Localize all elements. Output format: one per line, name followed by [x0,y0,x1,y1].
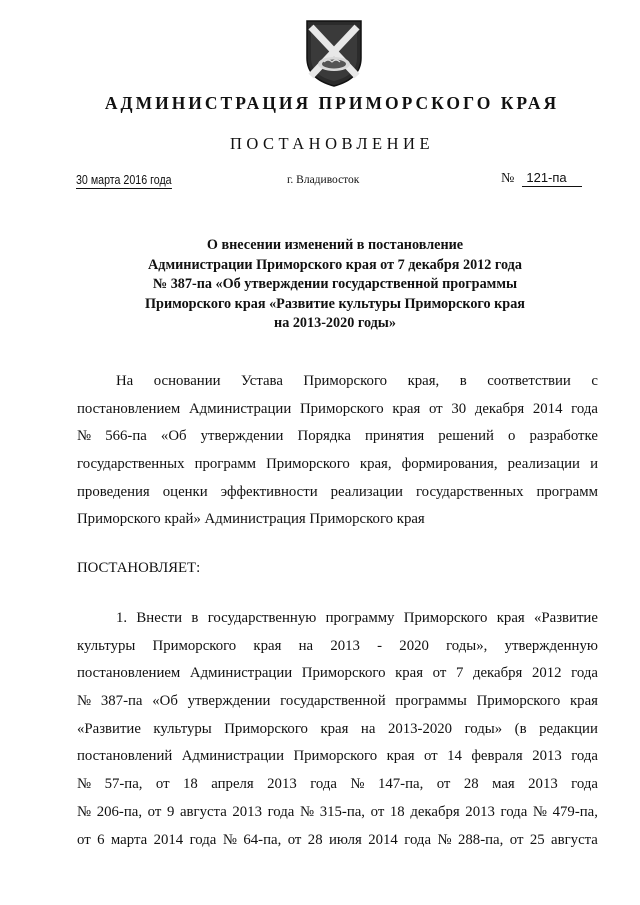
word: 18 [183,776,198,793]
word: программы [395,693,467,710]
word: края [392,400,421,417]
word: края, [407,373,440,389]
word: Порядка [297,428,351,445]
word: 2013 [267,776,297,793]
word: 2013-2020 [387,720,453,737]
word: годы» [464,720,503,737]
word: и [590,456,598,473]
word: оценки [162,483,208,500]
word: утверждении [200,428,284,445]
word: года [500,803,528,820]
word: 2020 [399,637,429,654]
word: 2013 [532,748,562,765]
word: государственных [77,456,185,473]
document-city: г. Владивосток [287,174,360,186]
subject-line: Администрации Приморского края от 7 декабря 2012 года [148,256,522,273]
word: от [436,776,451,793]
word: Приморского [303,373,388,389]
word: № [532,803,548,820]
word: редакции [539,720,598,737]
word: декабря [474,400,525,417]
subject-line: № 387-па «Об утверждении государственной программы [152,276,518,292]
word: в [459,373,467,389]
word: реализации [330,483,403,500]
word: от [147,803,162,820]
paragraph-line [77,605,598,633]
word: Внести [136,610,183,626]
word: Приморского [299,400,384,417]
word: «Об [160,428,187,445]
word: 206-па, [96,803,143,820]
word: марта [110,831,148,848]
paragraph-line [77,479,598,507]
word: года [404,831,432,848]
word: августа [551,831,598,848]
word: «Развитие [77,720,141,737]
word: соответствии [487,373,571,389]
word: Приморского [266,456,350,473]
word: края, [359,456,392,473]
word: от [509,831,524,848]
primorsky-krai-coat-of-arms-icon [304,18,364,88]
word: 387-па [100,693,143,710]
paragraph-line [77,423,598,451]
paragraph-line [77,396,598,424]
document-number: 121-па [522,170,582,187]
word: 2013 [465,803,495,820]
word: 7 [455,665,464,682]
word: в [191,610,199,626]
word: от [155,776,170,793]
word: № [77,428,92,445]
document-number-block [501,170,582,187]
word: 2014 [368,831,398,848]
word: края [496,610,525,626]
word: утверждении [187,693,271,710]
word: 2013 [232,803,262,820]
paragraph-line [77,771,598,799]
word: 1. [116,610,128,626]
word: 9 [166,803,175,820]
word: проведения [77,483,150,500]
word: культуры [77,637,136,654]
word: года [571,748,598,765]
word: № [299,803,315,820]
paragraph-line [77,716,598,744]
word: № [222,831,237,848]
word: основании [153,373,221,389]
word: августа [179,803,227,820]
word: 64-па, [243,831,282,848]
word: 18 [389,803,405,820]
word: июля [329,831,362,848]
paragraph-line [77,368,598,396]
paragraph-line [77,451,598,479]
word: края [386,748,415,765]
word: от [370,803,385,820]
word: 6 [97,831,105,848]
word: года [189,831,217,848]
word: на [360,720,376,737]
preamble-paragraph [77,368,598,534]
word: 288-па, [458,831,504,848]
word: 28 [307,831,323,848]
number-sign: № [501,171,515,186]
word: программ [536,483,598,500]
subject-line: Приморского края «Развитие культуры Приморского края [145,295,525,312]
word: Приморского [152,637,237,654]
word: с [591,373,598,389]
word: Администрации [181,748,285,765]
word: Приморского [301,665,386,682]
word: постановлений [77,748,173,765]
word: № [77,803,92,820]
paragraph-line [77,660,598,688]
word: от [432,665,447,682]
word: постановлением [77,665,181,682]
word: формирования, [401,456,498,473]
word: - [377,637,383,654]
word: утвержденную [504,637,598,654]
word: Устава [241,373,283,389]
paragraph-line [77,799,598,827]
word: мая [492,776,515,793]
word: от [287,831,302,848]
word: «Об [152,693,178,710]
word: разработке [529,428,598,445]
word: от [428,400,443,417]
word: государственных [415,483,524,500]
word: декабря [410,803,460,820]
document-date: 30 марта 2016 года [76,172,172,187]
word: № [77,693,92,710]
word: Приморского [224,720,308,737]
paragraph-line [77,688,598,716]
word: 2012 [531,665,562,682]
word: Приморского [476,693,561,710]
word: Администрации [188,400,292,417]
word: 14 [447,748,462,765]
document-type: ПОСТАНОВЛЕНИЕ [229,134,435,153]
word: № [77,776,92,793]
word: эффективности [220,483,318,500]
word: о [508,428,516,445]
word: 30 [451,400,467,417]
word: 28 [463,776,479,793]
word: 2013 [330,637,360,654]
word: программ [194,456,257,473]
word: Приморского [293,748,378,765]
organization-title: АДМИНИСТРАЦИЯ ПРИМОРСКОГО КРАЯ [104,93,560,113]
word: года [267,803,295,820]
clause-1-paragraph [77,605,598,854]
word: 315-па, [319,803,366,820]
word: годы», [446,637,488,654]
word: 25 [529,831,545,848]
word: На [116,373,134,389]
word: года [310,776,337,793]
word: реализации [507,456,580,473]
word: на [298,637,314,654]
word: февраля [471,748,523,765]
word: № [350,776,365,793]
word: года [571,776,598,793]
paragraph-line [77,506,598,534]
word: «Развитие [534,610,598,626]
word: года [571,400,598,417]
word: государственную [207,610,317,626]
word: 479-па, [552,803,598,820]
paragraph-line [77,633,598,661]
word: 2014 [532,400,563,417]
word: края [569,693,598,710]
subject-line: О внесении изменений в постановление [206,237,464,253]
word: декабря [472,665,523,682]
word: № [437,831,452,848]
word: от [77,831,91,848]
word: от [423,748,438,765]
word: 2013 [528,776,558,793]
subject-line: на 2013-2020 годы» [274,315,396,331]
word: государственной [280,693,386,710]
word: Администрации [189,665,293,682]
word: культуры [153,720,212,737]
word: 566-па [105,428,147,445]
paragraph-line [77,743,598,771]
word: (в [514,720,527,737]
word: Приморского край» Администрация Приморского края [77,511,425,528]
word: программу [325,610,395,626]
document-subject [110,236,560,334]
word: апреля [211,776,254,793]
word: постановлением [77,400,181,417]
paragraph-line [77,827,598,855]
word: 147-па, [377,776,424,793]
resolves-label: ПОСТАНОВЛЯЕТ: [77,560,201,576]
word: края [320,720,349,737]
word: 2014 [153,831,184,848]
word: Приморского [403,610,488,626]
word: решений [438,428,494,445]
word: края [395,665,424,682]
word: 57-па, [104,776,143,793]
word: края [253,637,282,654]
word: года [571,665,598,682]
word: принятия [365,428,425,445]
